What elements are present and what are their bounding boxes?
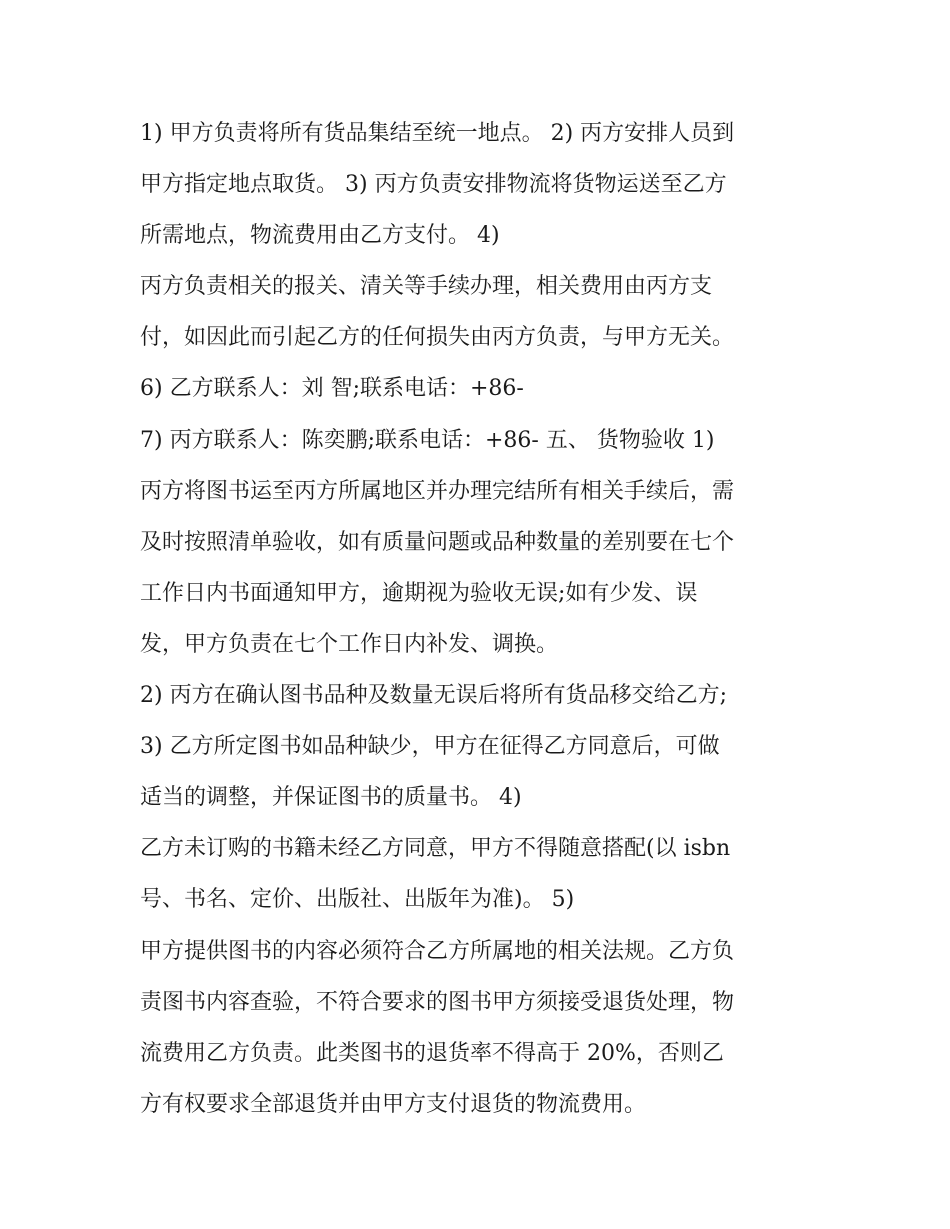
- text-line: 6) 乙方联系人：刘 智;联系电话：+86-: [140, 376, 524, 402]
- text-line: 工作日内书面通知甲方，逾期视为验收无误;如有少发、误: [140, 580, 698, 606]
- text-line: 责图书内容查验，不符合要求的图书甲方须接受退货处理，物: [140, 989, 735, 1015]
- text-line: 付，如因此而引起乙方的任何损失由丙方负责，与甲方无关。: [140, 325, 735, 351]
- text-line: 发，甲方负责在七个工作日内补发、调换。: [140, 631, 559, 657]
- text-line: 适当的调整，并保证图书的质量书。 4): [140, 785, 522, 811]
- text-line: 甲方提供图书的内容必须符合乙方所属地的相关法规。乙方负: [140, 938, 735, 964]
- text-line: 及时按照清单验收，如有质量问题或品种数量的差别要在七个: [140, 529, 735, 555]
- text-line: 甲方指定地点取货。 3) 丙方负责安排物流将货物运送至乙方: [140, 172, 727, 198]
- text-line: 3) 乙方所定图书如品种缺少，甲方在征得乙方同意后，可做: [140, 734, 720, 760]
- text-line: 乙方未订购的书籍未经乙方同意，甲方不得随意搭配(以 isbn: [140, 836, 731, 862]
- text-line: 1) 甲方负责将所有货品集结至统一地点。 2) 丙方安排人员到: [140, 121, 735, 146]
- text-line: 丙方负责相关的报关、清关等手续办理，相关费用由丙方支: [140, 274, 713, 300]
- text-line: 7) 丙方联系人：陈奕鹏;联系电话：+86- 五、 货物验收 1): [140, 427, 715, 453]
- text-line: 2) 丙方在确认图书品种及数量无误后将所有货品移交给乙方;: [140, 683, 727, 709]
- text-line: 号、书名、定价、出版社、出版年为准)。 5): [140, 887, 575, 913]
- text-line: 所需地点，物流费用由乙方支付。 4): [140, 223, 500, 249]
- contract-text: [140, 108, 820, 1130]
- text-line: 流费用乙方负责。此类图书的退货率不得高于 20%，否则乙: [140, 1040, 724, 1066]
- text-line: 丙方将图书运至丙方所属地区并办理完结所有相关手续后，需: [140, 478, 735, 504]
- text-line: 方有权要求全部退货并由甲方支付退货的物流费用。: [140, 1091, 647, 1117]
